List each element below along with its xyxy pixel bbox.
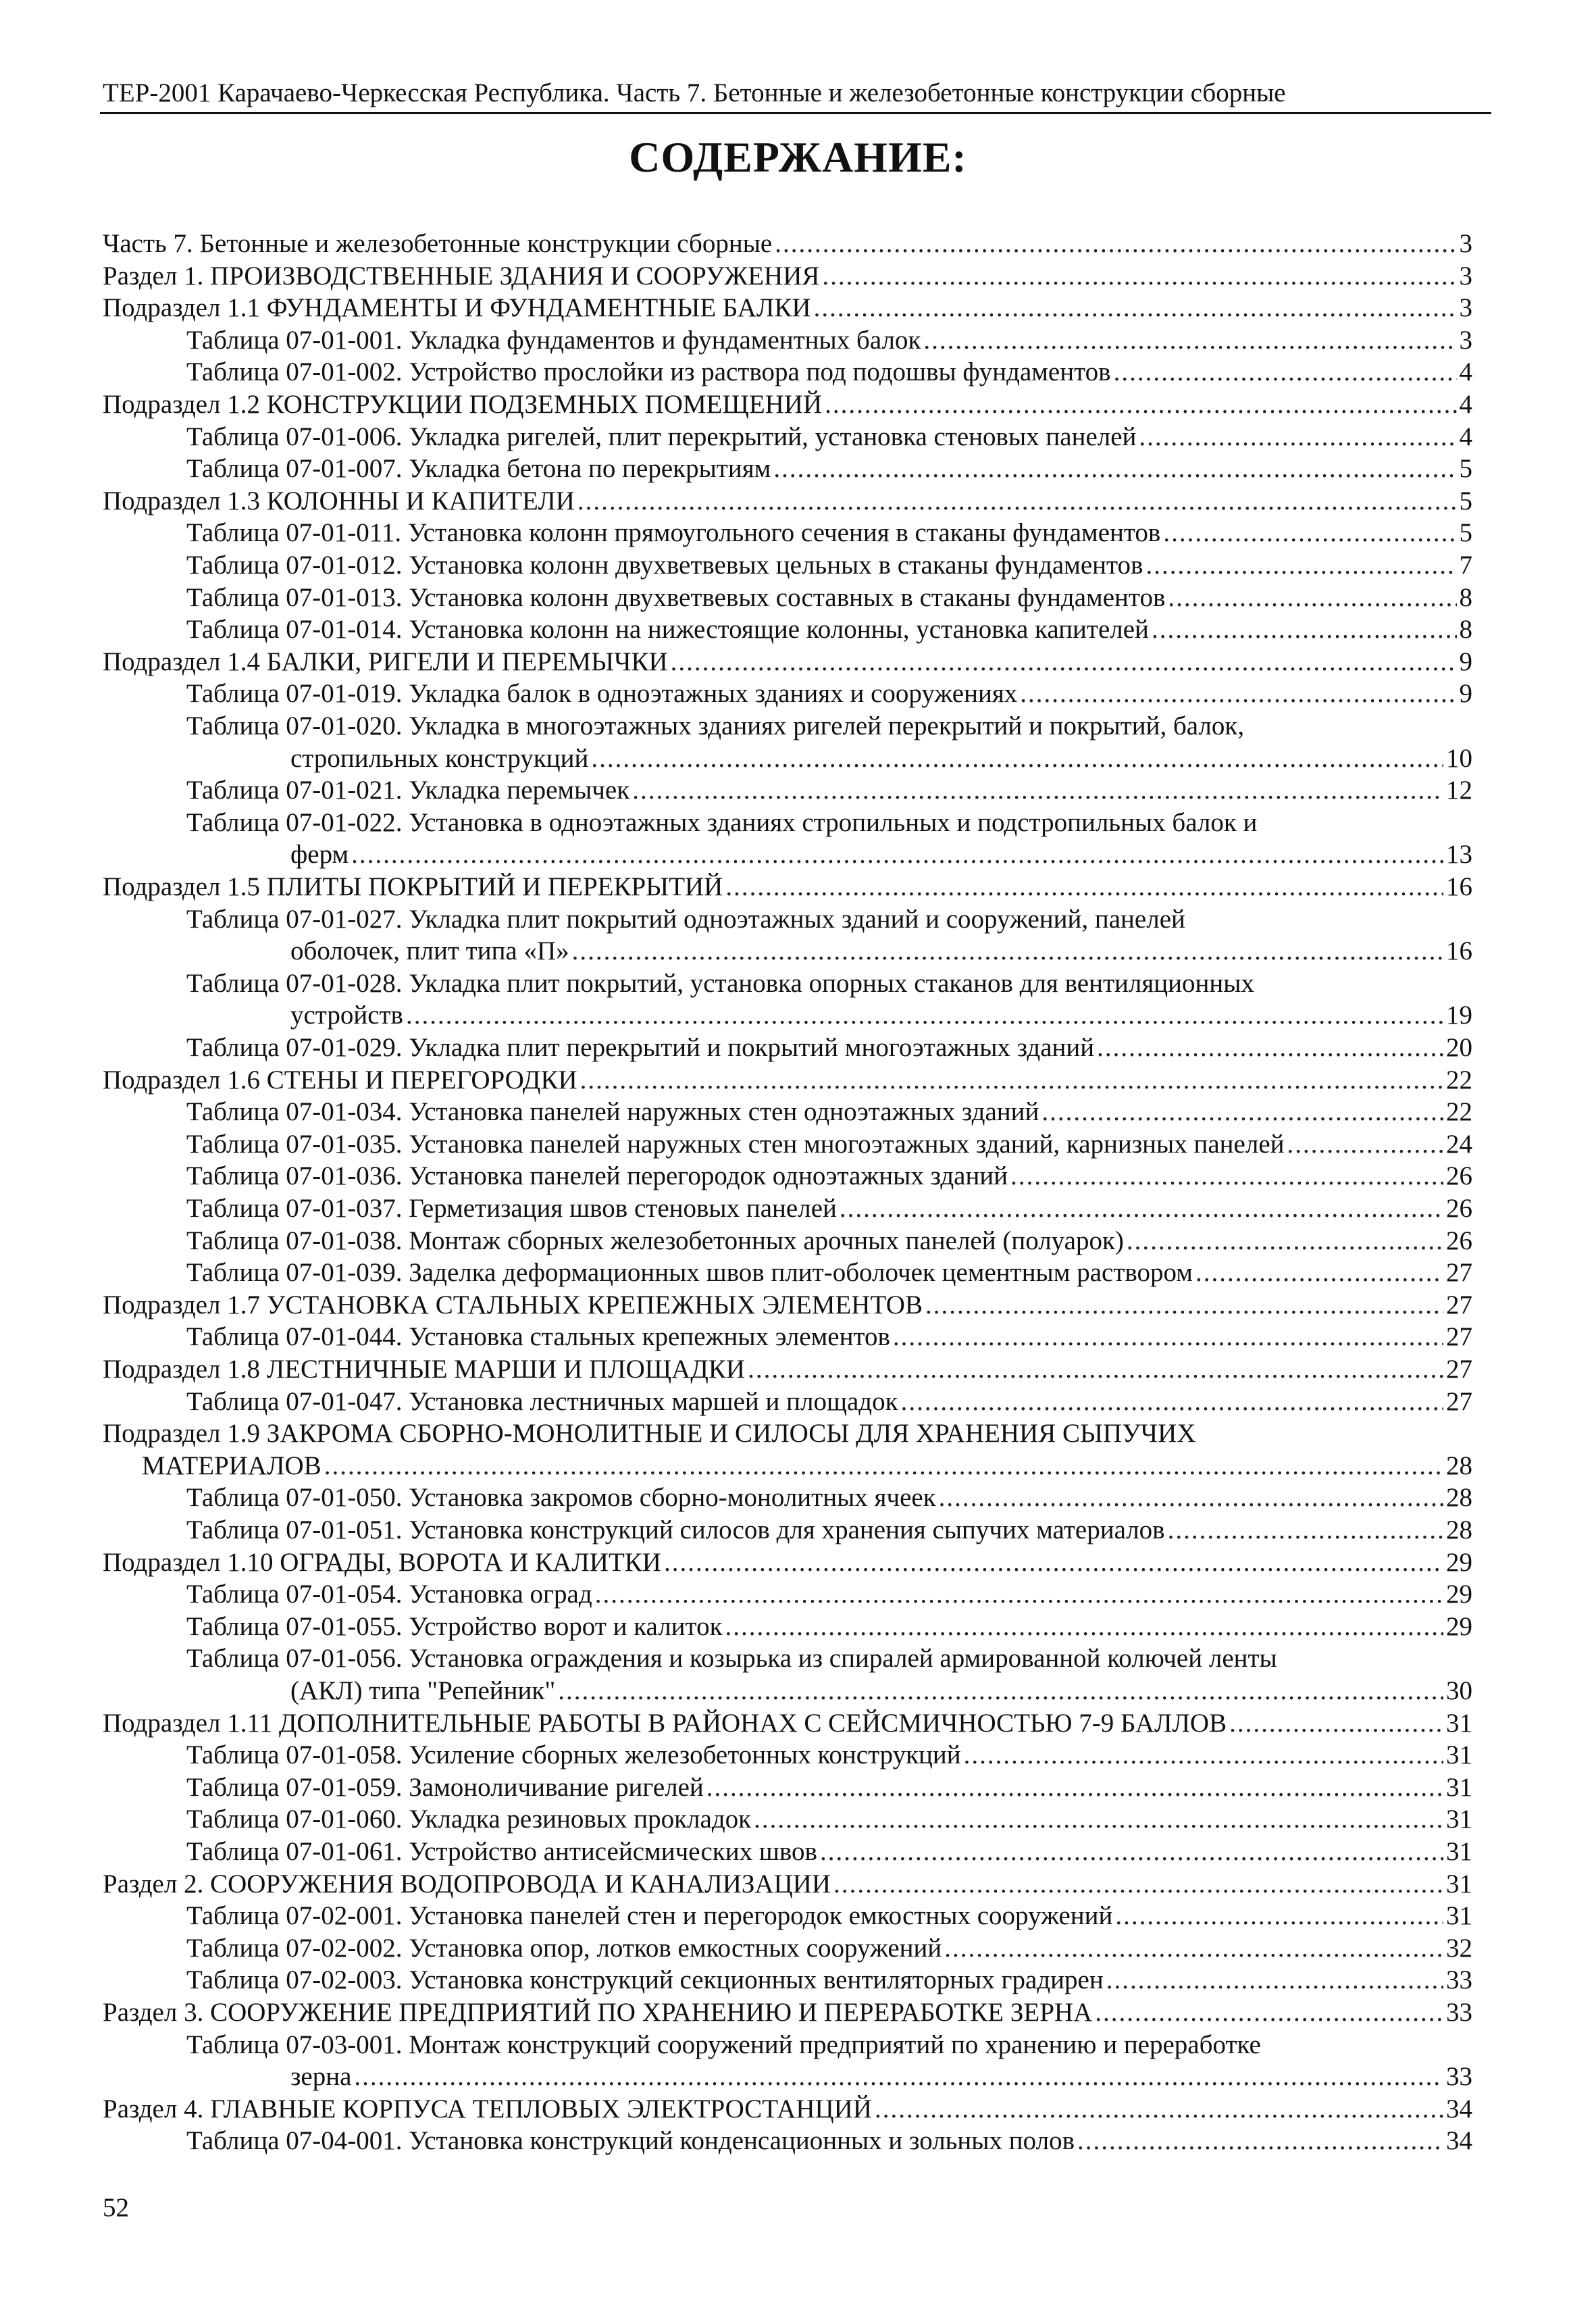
toc-section-entry[interactable] — [103, 486, 1472, 517]
toc-page-number: 26 — [1446, 1194, 1472, 1223]
toc-section-entry[interactable] — [103, 647, 1472, 678]
toc-entry-label: Раздел 4. ГЛАВНЫЕ КОРПУСА ТЕПЛОВЫХ ЭЛЕКТРОСТАНЦИЙ — [103, 2094, 872, 2123]
toc-entry-label: Подраздел 1.10 ОГРАДЫ, ВОРОТА И КАЛИТКИ — [103, 1547, 661, 1577]
dot-leader — [923, 325, 1456, 356]
dot-leader — [840, 1193, 1443, 1224]
toc-page-number: 33 — [1446, 1965, 1472, 1995]
toc-entry-continuation[interactable] — [290, 1676, 1472, 1707]
dot-leader — [354, 2061, 1443, 2092]
toc-entry-label: Таблица 07-01-036. Установка панелей перегородок одноэтажных зданий — [186, 1161, 1008, 1191]
toc-section-entry-line[interactable]: Подраздел 1.9 ЗАКРОМА СБОРНО-МОНОЛИТНЫЕ И СИЛОСЫ ДЛЯ ХРАНЕНИЯ СЫПУЧИХ — [103, 1419, 1196, 1449]
toc-entry-continuation[interactable] — [290, 743, 1472, 774]
toc-entry-label: Таблица 07-01-059. Замоноличивание ригелей — [186, 1772, 704, 1802]
toc-table-entry[interactable] — [186, 1515, 1472, 1546]
dot-leader — [351, 839, 1443, 870]
toc-page-number: 9 — [1459, 679, 1472, 709]
dot-leader — [1114, 357, 1457, 388]
dot-leader — [1152, 614, 1457, 645]
toc-table-entry-line[interactable]: Таблица 07-01-027. Укладка плит покрытий одноэтажных зданий и сооружений, панелей — [186, 904, 1185, 934]
page-title: СОДЕРЖАНИЕ: — [629, 133, 967, 181]
toc-entry-label: Подраздел 1.2 КОНСТРУКЦИИ ПОДЗЕМНЫХ ПОМЕЩЕНИЙ — [103, 390, 823, 419]
dot-leader — [1287, 1129, 1443, 1160]
toc-entry-continuation[interactable] — [290, 936, 1472, 967]
toc-table-entry-line[interactable]: Таблица 07-01-020. Укладка в многоэтажных зданиях ригелей перекрытий и покрытий, балок, — [186, 711, 1245, 740]
dot-leader — [1139, 422, 1456, 453]
toc-entry-label: Таблица 07-01-038. Монтаж сборных железобетонных арочных панелей (полуарок) — [186, 1226, 1124, 1255]
dot-leader — [893, 1322, 1443, 1353]
toc-page-number: 29 — [1446, 1547, 1472, 1577]
toc-section-entry[interactable] — [103, 1547, 1472, 1578]
toc-page-number: 4 — [1459, 390, 1472, 419]
toc-page-number: 7 — [1459, 551, 1472, 580]
toc-page-number: 19 — [1446, 1001, 1472, 1030]
toc-page-number: 29 — [1446, 1580, 1472, 1609]
dot-leader — [748, 1354, 1443, 1385]
toc-entry-label: Подраздел 1.8 ЛЕСТНИЧНЫЕ МАРШИ И ПЛОЩАДКИ — [103, 1355, 746, 1384]
toc-section-entry[interactable] — [103, 261, 1472, 292]
toc-entry-label: Подраздел 1.4 БАЛКИ, РИГЕЛИ И ПЕРЕМЫЧКИ — [103, 647, 668, 676]
toc-entry-label: Таблица 07-01-050. Установка закромов сборно-монолитных ячеек — [186, 1483, 936, 1513]
toc-entry-label: (АКЛ) типа "Репейник" — [290, 1676, 556, 1705]
toc-page-number: 16 — [1446, 936, 1472, 966]
toc-table-entry[interactable] — [186, 1836, 1472, 1867]
toc-entry-label: Таблица 07-01-044. Установка стальных крепежных элементов — [186, 1322, 890, 1352]
toc-entry-label: Таблица 07-01-006. Укладка ригелей, плит перекрытий, установка стеновых панелей — [186, 422, 1137, 451]
dot-leader — [1041, 1097, 1443, 1128]
toc-entry-label: Таблица 07-01-011. Установка колонн прямоугольного сечения в стаканы фундаментов — [186, 518, 1161, 548]
toc-table-entry[interactable] — [186, 1579, 1472, 1610]
toc-table-entry[interactable] — [186, 422, 1472, 453]
dot-leader — [1168, 1515, 1443, 1546]
dot-leader — [1095, 1997, 1443, 2028]
toc-table-entry[interactable] — [186, 1322, 1472, 1353]
toc-page-number: 28 — [1446, 1451, 1472, 1480]
toc-entry-label: Таблица 07-01-012. Установка колонн двухветвевых цельных в стаканы фундаментов — [186, 551, 1143, 580]
dot-leader — [324, 1451, 1443, 1482]
toc-table-entry[interactable] — [186, 1933, 1472, 1964]
toc-entry-label: Подраздел 1.1 ФУНДАМЕНТЫ И ФУНДАМЕНТНЫЕ БАЛКИ — [103, 293, 811, 323]
toc-page-number: 28 — [1446, 1515, 1472, 1544]
dot-leader — [814, 293, 1457, 324]
toc-page-number: 31 — [1446, 1740, 1472, 1770]
toc-table-entry[interactable] — [186, 518, 1472, 549]
toc-table-entry[interactable] — [186, 1257, 1472, 1288]
toc-section-entry[interactable] — [103, 1065, 1472, 1096]
dot-leader — [1145, 550, 1456, 581]
toc-table-entry[interactable] — [186, 1226, 1472, 1257]
toc-section-entry[interactable] — [103, 1354, 1472, 1385]
toc-page-number: 3 — [1459, 261, 1472, 291]
dot-leader — [833, 1869, 1443, 1900]
dot-leader — [664, 1547, 1443, 1578]
dot-leader — [577, 486, 1457, 517]
toc-page-number: 5 — [1459, 454, 1472, 484]
dot-leader — [944, 1933, 1443, 1964]
toc-table-entry[interactable] — [186, 1386, 1472, 1417]
toc-page-number: 16 — [1446, 872, 1472, 901]
toc-entry-label: Таблица 07-01-058. Усиление сборных железобетонных конструкций — [186, 1740, 961, 1770]
dot-leader — [1195, 1257, 1443, 1288]
dot-leader — [1106, 1965, 1443, 1996]
toc-table-entry-line[interactable]: Таблица 07-01-022. Установка в одноэтажных зданиях стропильных и подстропильных балок и — [186, 807, 1258, 837]
toc-page-number: 20 — [1446, 1033, 1472, 1062]
toc-table-entry[interactable] — [186, 1193, 1472, 1224]
toc-page-number: 24 — [1446, 1129, 1472, 1159]
dot-leader — [1077, 2126, 1443, 2157]
toc-table-entry[interactable] — [186, 1482, 1472, 1513]
toc-entry-label: Таблица 07-01-047. Установка лестничных маршей и площадок — [186, 1386, 898, 1416]
toc-page-number: 22 — [1446, 1065, 1472, 1095]
toc-entry-label: Таблица 07-01-051. Установка конструкций силосов для хранения сыпучих материалов — [186, 1515, 1165, 1544]
toc-page-number: 27 — [1446, 1322, 1472, 1352]
toc-page-number: 31 — [1446, 1837, 1472, 1866]
dot-leader — [901, 1386, 1443, 1417]
toc-entry-label: Таблица 07-01-002. Устройство прослойки из раствора под подошвы фундаментов — [186, 357, 1111, 387]
dot-leader — [1229, 1708, 1443, 1739]
dot-leader — [925, 1290, 1443, 1321]
dot-leader — [595, 1579, 1443, 1610]
toc-page-number: 31 — [1446, 1901, 1472, 1931]
toc-entry-label: оболочек, плит типа «П» — [290, 936, 569, 966]
toc-page-number: 26 — [1446, 1226, 1472, 1255]
toc-entry-label: Таблица 07-02-002. Установка опор, лотков емкостных сооружений — [186, 1933, 942, 1963]
toc-page-number: 3 — [1459, 229, 1472, 258]
toc-entry-continuation[interactable] — [142, 1451, 1472, 1482]
toc-section-entry[interactable] — [103, 1708, 1472, 1739]
toc-entry-label: Подраздел 1.5 ПЛИТЫ ПОКРЫТИЙ И ПЕРЕКРЫТИЙ — [103, 872, 723, 901]
dot-leader — [773, 453, 1456, 484]
toc-entry-label: стропильных конструкций — [290, 743, 589, 773]
toc-table-entry[interactable] — [186, 325, 1472, 356]
toc-page-number: 3 — [1459, 293, 1472, 323]
toc-table-entry[interactable] — [186, 1032, 1472, 1063]
toc-entry-label: Подраздел 1.11 ДОПОЛНИТЕЛЬНЫЕ РАБОТЫ В РАЙОНАХ С СЕЙСМИЧНОСТЬЮ 7-9 БАЛЛОВ — [103, 1708, 1227, 1738]
toc-entry-label: Раздел 3. СООРУЖЕНИЕ ПРЕДПРИЯТИЙ ПО ХРАНЕНИЮ И ПЕРЕРАБОТКЕ ЗЕРНА — [103, 1998, 1093, 2027]
toc-entry-continuation[interactable] — [290, 839, 1472, 870]
toc-section-entry[interactable] — [103, 872, 1472, 903]
toc-entry-label: Таблица 07-01-035. Установка панелей наружных стен многоэтажных зданий, карнизных панелей — [186, 1129, 1285, 1159]
toc-page-number: 33 — [1446, 2062, 1472, 2092]
toc-page-number: 12 — [1446, 776, 1472, 805]
toc-table-entry[interactable] — [186, 1804, 1472, 1835]
toc-page-number: 33 — [1446, 1998, 1472, 2027]
toc-page-number: 34 — [1446, 2126, 1472, 2156]
toc-page-number: 3 — [1459, 325, 1472, 355]
toc-entry-label: Часть 7. Бетонные и железобетонные конструкции сборные — [103, 229, 773, 258]
toc-page-number: 4 — [1459, 422, 1472, 451]
toc-entry-label: Таблица 07-01-007. Укладка бетона по перекрытиям — [186, 454, 771, 484]
toc-page-number: 29 — [1446, 1611, 1472, 1641]
toc-section-entry[interactable] — [103, 293, 1472, 324]
dot-leader — [1127, 1226, 1443, 1257]
toc-page-number: 13 — [1446, 840, 1472, 870]
toc-entry-label: Таблица 07-02-001. Установка панелей стен и перегородок емкостных сооружений — [186, 1901, 1113, 1931]
toc-table-entry[interactable] — [186, 614, 1472, 645]
toc-page-number: 31 — [1446, 1869, 1472, 1898]
toc-entry-label: Таблица 07-04-001. Установка конструкций конденсационных и зольных полов — [186, 2126, 1075, 2156]
toc-table-entry[interactable] — [186, 1772, 1472, 1803]
dot-leader — [875, 2094, 1443, 2125]
toc-entry-label: Таблица 07-01-061. Устройство антисейсмических швов — [186, 1837, 817, 1866]
toc-table-entry[interactable] — [186, 775, 1472, 806]
dot-leader — [632, 775, 1443, 806]
toc-table-entry-line[interactable]: Таблица 07-01-028. Укладка плит покрытий, установка опорных стаканов для вентиляционных — [186, 968, 1254, 998]
toc-page-number: 4 — [1459, 357, 1472, 387]
toc-table-entry-line[interactable]: Таблица 07-01-056. Установка ограждения и козырька из спиралей армированной колючей ленты — [186, 1644, 1277, 1674]
toc-entry-label: Подраздел 1.3 КОЛОННЫ И КАПИТЕЛИ — [103, 486, 575, 515]
toc-table-entry[interactable] — [186, 678, 1472, 709]
toc-page-number: 30 — [1446, 1676, 1472, 1705]
toc-page-number: 28 — [1446, 1483, 1472, 1513]
toc-table-entry[interactable] — [186, 550, 1472, 581]
toc-page-number: 27 — [1446, 1258, 1472, 1288]
toc-page-number: 31 — [1446, 1708, 1472, 1738]
toc-entry-label: Таблица 07-01-021. Укладка перемычек — [186, 776, 630, 805]
dot-leader — [591, 743, 1443, 774]
toc-table-entry[interactable] — [186, 1097, 1472, 1128]
dot-leader — [1097, 1032, 1443, 1063]
toc-table-entry[interactable] — [186, 1129, 1472, 1160]
toc-section-entry[interactable] — [103, 1869, 1472, 1900]
dot-leader — [820, 1836, 1443, 1867]
dot-leader — [825, 389, 1456, 420]
toc-entry-label: МАТЕРИАЛОВ — [142, 1451, 321, 1480]
toc-page-number: 34 — [1446, 2094, 1472, 2123]
dot-leader — [775, 228, 1456, 259]
dot-leader — [964, 1740, 1443, 1771]
dot-leader — [1163, 518, 1456, 549]
toc-entry-label: Таблица 07-01-060. Укладка резиновых прокладок — [186, 1805, 752, 1834]
toc-entry-label: Таблица 07-01-001. Укладка фундаментов и фундаментных балок — [186, 325, 921, 355]
toc-entry-label: Таблица 07-01-014. Установка колонн на нижестоящие колонны, установка капителей — [186, 615, 1149, 645]
dot-leader — [706, 1772, 1443, 1803]
dot-leader — [671, 647, 1457, 678]
toc-entry-label: Таблица 07-01-037. Герметизация швов стеновых панелей — [186, 1194, 837, 1223]
toc-section-entry[interactable] — [103, 389, 1472, 420]
toc-entry-label: Таблица 07-01-013. Установка колонн двухветвевых составных в стаканы фундаментов — [186, 582, 1166, 612]
toc-entry-label: Таблица 07-01-034. Установка панелей наружных стен одноэтажных зданий — [186, 1097, 1039, 1127]
toc-entry-label: Подраздел 1.7 УСТАНОВКА СТАЛЬНЫХ КРЕПЕЖНЫХ ЭЛЕМЕНТОВ — [103, 1290, 923, 1319]
toc-page-number: 10 — [1446, 743, 1472, 773]
toc-page-number: 27 — [1446, 1290, 1472, 1319]
toc-entry-label: Таблица 07-01-039. Заделка деформационных швов плит-оболочек цементным раствором — [186, 1258, 1193, 1288]
running-header: ТЕР-2001 Карачаево-Черкесская Республика. Часть 7. Бетонные и железобетонные конструкции сборные — [103, 78, 1286, 107]
toc-entry-label: Подраздел 1.6 СТЕНЫ И ПЕРЕГОРОДКИ — [103, 1065, 577, 1095]
dot-leader — [939, 1482, 1443, 1513]
toc-table-entry[interactable] — [186, 1611, 1472, 1642]
toc-table-entry-line[interactable]: Таблица 07-03-001. Монтаж конструкций сооружений предприятий по хранению и переработке — [186, 2030, 1261, 2059]
toc-entry-label: устройств — [290, 1001, 403, 1030]
toc-page-number: 22 — [1446, 1097, 1472, 1127]
toc-entry-label: Таблица 07-01-029. Укладка плит перекрытий и покрытий многоэтажных зданий — [186, 1033, 1095, 1062]
toc-entry-label: ферм — [290, 840, 349, 870]
toc-section-entry[interactable] — [103, 228, 1472, 259]
toc-entry-label: Таблица 07-01-019. Укладка балок в одноэтажных зданиях и сооружениях — [186, 679, 1018, 709]
dot-leader — [406, 1000, 1443, 1031]
toc-table-entry[interactable] — [186, 1161, 1472, 1192]
dot-leader — [1115, 1901, 1443, 1932]
toc-section-entry[interactable] — [103, 1997, 1472, 2028]
toc-table-entry[interactable] — [186, 582, 1472, 613]
toc-table-entry[interactable] — [186, 453, 1472, 484]
toc-page-number: 32 — [1446, 1933, 1472, 1963]
toc-page-number: 5 — [1459, 486, 1472, 515]
dot-leader — [1168, 582, 1456, 613]
toc-table-entry[interactable] — [186, 1740, 1472, 1771]
toc-table-entry[interactable] — [186, 1901, 1472, 1932]
toc-entry-continuation[interactable] — [290, 1000, 1472, 1031]
toc-entry-label: Таблица 07-02-003. Установка конструкций секционных вентиляторных градирен — [186, 1965, 1104, 1995]
toc-entry-label: Раздел 2. СООРУЖЕНИЯ ВОДОПРОВОДА И КАНАЛИЗАЦИИ — [103, 1869, 831, 1898]
toc-page-number: 26 — [1446, 1161, 1472, 1191]
dot-leader — [754, 1804, 1443, 1835]
toc-page-number: 27 — [1446, 1355, 1472, 1384]
toc-page-number: 9 — [1459, 647, 1472, 676]
dot-leader — [1010, 1161, 1443, 1192]
toc-page-number: 27 — [1446, 1386, 1472, 1416]
toc-table-entry[interactable] — [186, 2126, 1472, 2157]
toc-entry-label: Раздел 1. ПРОИЗВОДСТВЕННЫЕ ЗДАНИЯ И СООРУЖЕНИЯ — [103, 261, 820, 291]
toc-section-entry[interactable] — [103, 2094, 1472, 2125]
dot-leader — [725, 1611, 1443, 1642]
toc-entry-continuation[interactable] — [290, 2061, 1472, 2092]
toc-entry-label: зерна — [290, 2062, 352, 2092]
toc-table-entry[interactable] — [186, 357, 1472, 388]
toc-page-number: 8 — [1459, 582, 1472, 612]
toc-section-entry[interactable] — [103, 1290, 1472, 1321]
toc-page-number: 5 — [1459, 518, 1472, 548]
toc-page-number: 31 — [1446, 1805, 1472, 1834]
toc-entry-label: Таблица 07-01-055. Устройство ворот и калиток — [186, 1611, 723, 1641]
page-number: 52 — [103, 2193, 129, 2222]
dot-leader — [822, 261, 1456, 292]
dot-leader — [572, 936, 1443, 967]
dot-leader — [558, 1676, 1443, 1707]
dot-leader — [725, 872, 1443, 903]
toc-entry-label: Таблица 07-01-054. Установка оград — [186, 1580, 592, 1609]
toc-page-number: 31 — [1446, 1772, 1472, 1802]
dot-leader — [580, 1065, 1443, 1096]
toc-table-entry[interactable] — [186, 1965, 1472, 1996]
toc-page-number: 8 — [1459, 615, 1472, 645]
dot-leader — [1020, 678, 1456, 709]
